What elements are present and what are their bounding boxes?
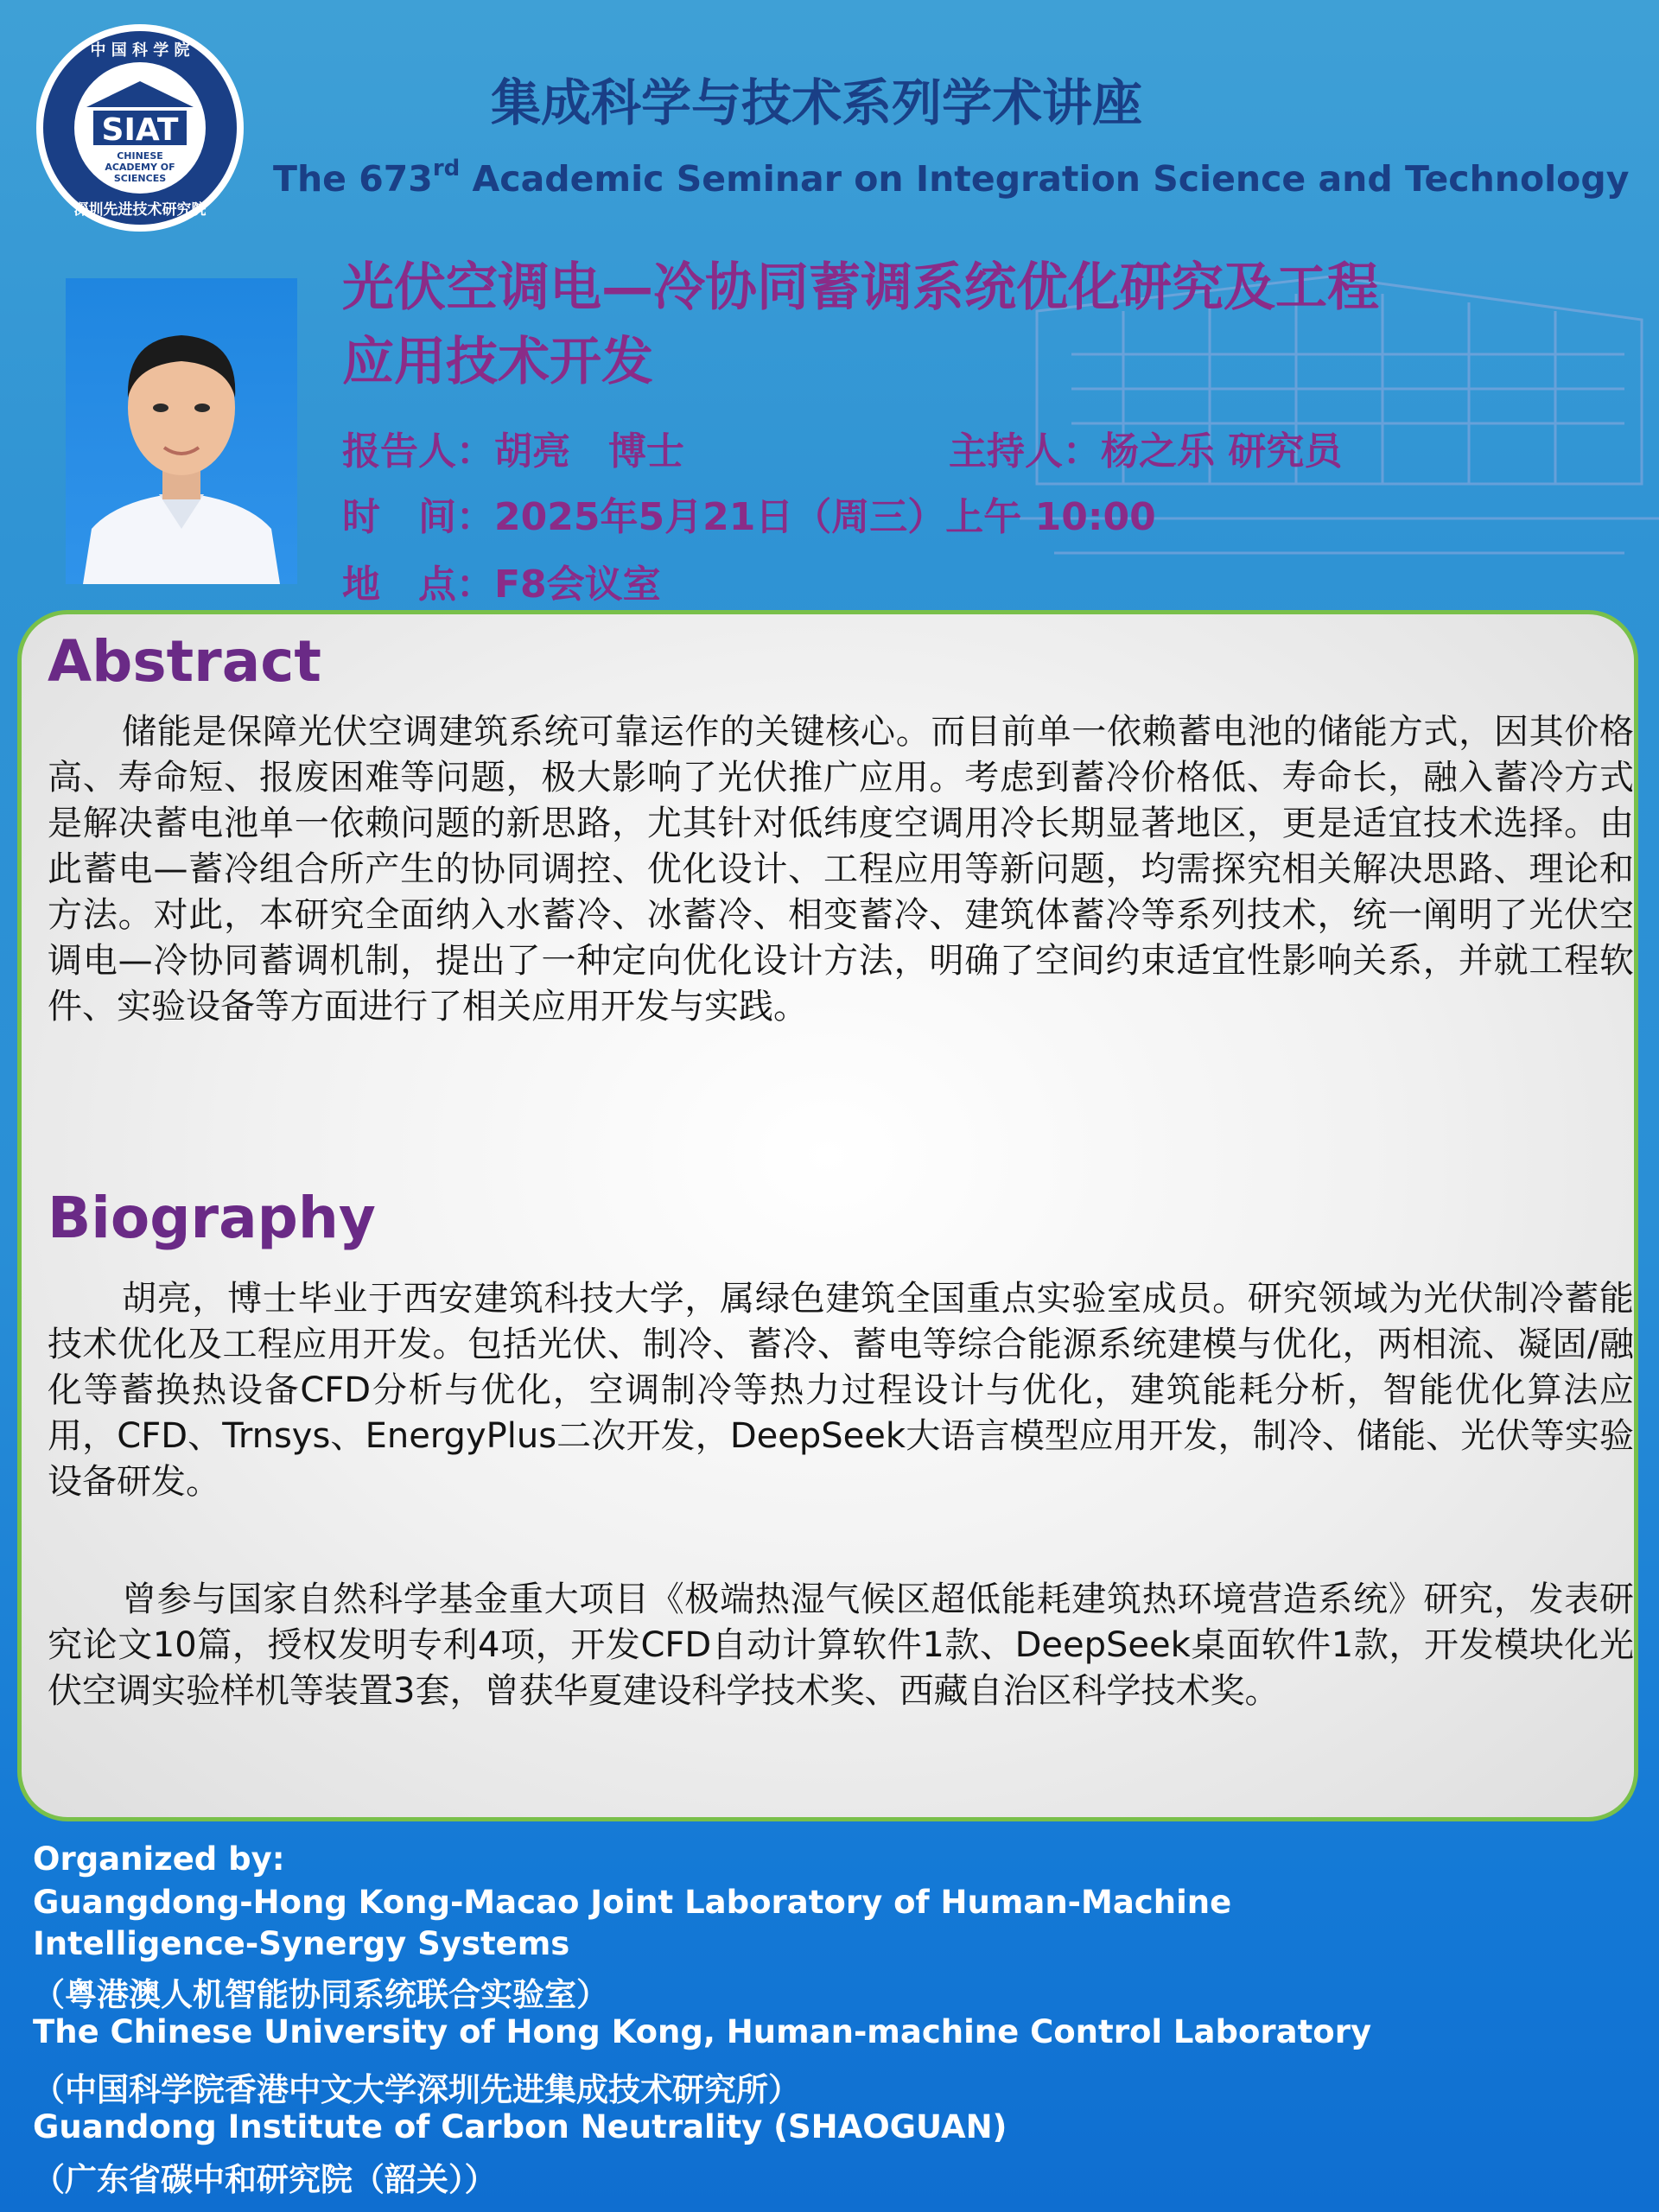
speaker-portrait-illustration xyxy=(66,278,297,584)
organizer-line-6: Guandong Institute of Carbon Neutrality (SHAOGUAN) xyxy=(33,2108,1007,2145)
talk-title-line1: 光伏空调电—冷协同蓄调系统优化研究及工程 xyxy=(342,257,1379,318)
svg-text:SIAT: SIAT xyxy=(101,112,179,148)
talk-title xyxy=(342,251,1621,399)
biography-heading: Biography xyxy=(48,1185,376,1251)
series-title-cn: 集成科学与技术系列学术讲座 xyxy=(490,73,1142,132)
abstract-text: 储能是保障光伏空调建筑系统可靠运作的关键核心。而目前单一依赖蓄电池的储能方式，因其价格高、寿命短、报废困难等问题，极大影响了光伏推广应用。考虑到蓄冷价格低、寿命长，融入蓄冷方式是解决蓄电池单一依赖问题的新思路，尤其针对低纬度空调用冷长期显著地区，更是适宜技术选择。由此蓄电—蓄冷组合所产生的协同调控、优化设计、工程应用等新问题，均需探究相关解决思路、理论和方法。对此，本研究全面纳入水蓄冷、冰蓄冷、相变蓄冷、建筑体蓄冷等系列技术，统一阐明了光伏空调电—冷协同蓄调机制，提出了一种定向优化设计方法，明确了空间约束适宜性影响关系，并就工程软件、实验设备等方面进行了相关应用开发与实践。 xyxy=(48,712,1634,1027)
title-en-pre: The 673 xyxy=(273,158,433,200)
biography-para-2: 曾参与国家自然科学基金重大项目《极端热湿气候区超低能耗建筑热环境营造系统》研究，发表研究论文10篇，授权发明专利4项，开发CFD自动计算软件1款、DeepSeek桌面软件1款，开发模块化光伏空调实验样机等装置3套，曾获华夏建设科学技术奖、西藏自治区科学技术奖。 xyxy=(48,1580,1634,1711)
abstract-heading: Abstract xyxy=(48,628,321,695)
series-title-en xyxy=(273,156,1630,200)
title-en-sup: rd xyxy=(432,156,461,181)
organizer-line-5: （中国科学院香港中文大学深圳先进集成技术研究所） xyxy=(33,2071,800,2108)
organizer-line-7: （广东省碳中和研究院（韶关）） xyxy=(33,2161,497,2198)
speaker-photo xyxy=(66,278,297,584)
organized-by-label: Organized by: xyxy=(33,1840,285,1878)
svg-text:深圳先进技术研究院: 深圳先进技术研究院 xyxy=(73,201,207,219)
svg-text:ACADEMY OF: ACADEMY OF xyxy=(105,162,175,173)
place-line: 地 点：F8会议室 xyxy=(342,563,661,607)
organizer-line-2: Intelligence-Synergy Systems xyxy=(33,1925,570,1962)
time-line: 时 间：2025年5月21日（周三）上午 10:00 xyxy=(342,495,1156,539)
organizer-line-4: The Chinese University of Hong Kong, Human-machine Control Laboratory xyxy=(33,2013,1372,2050)
content-panel xyxy=(17,610,1638,1821)
title-en-post: Academic Seminar on Integration Science and Technology xyxy=(460,158,1630,200)
organizer-line-1: Guangdong-Hong Kong-Macao Joint Laboratory of Human-Machine xyxy=(33,1884,1232,1921)
speaker-line: 报告人：胡亮 博士 xyxy=(342,429,684,474)
organizer-line-3: （粤港澳人机智能协同系统联合实验室） xyxy=(33,1976,608,2013)
svg-text:中 国 科 学 院: 中 国 科 学 院 xyxy=(90,41,190,60)
svg-text:SCIENCES: SCIENCES xyxy=(113,173,167,184)
host-line: 主持人：杨之乐 研究员 xyxy=(949,429,1343,474)
svg-text:CHINESE: CHINESE xyxy=(117,150,163,162)
siat-logo xyxy=(33,21,247,235)
talk-title-line2: 应用技术开发 xyxy=(342,332,653,392)
biography-para-1: 胡亮，博士毕业于西安建筑科技大学，属绿色建筑全国重点实验室成员。研究领域为光伏制冷蓄能技术优化及工程应用开发。包括光伏、制冷、蓄冷、蓄电等综合能源系统建模与优化，两相流、凝固/融化等蓄换热设备CFD分析与优化，空调制冷等热力过程设计与优化，建筑能耗分析，智能优化算法应用，CFD、Trnsys、EnergyPlus二次开发，DeepSeek大语言模型应用开发，制冷、储能、光伏等实验设备研发。 xyxy=(48,1279,1634,1502)
